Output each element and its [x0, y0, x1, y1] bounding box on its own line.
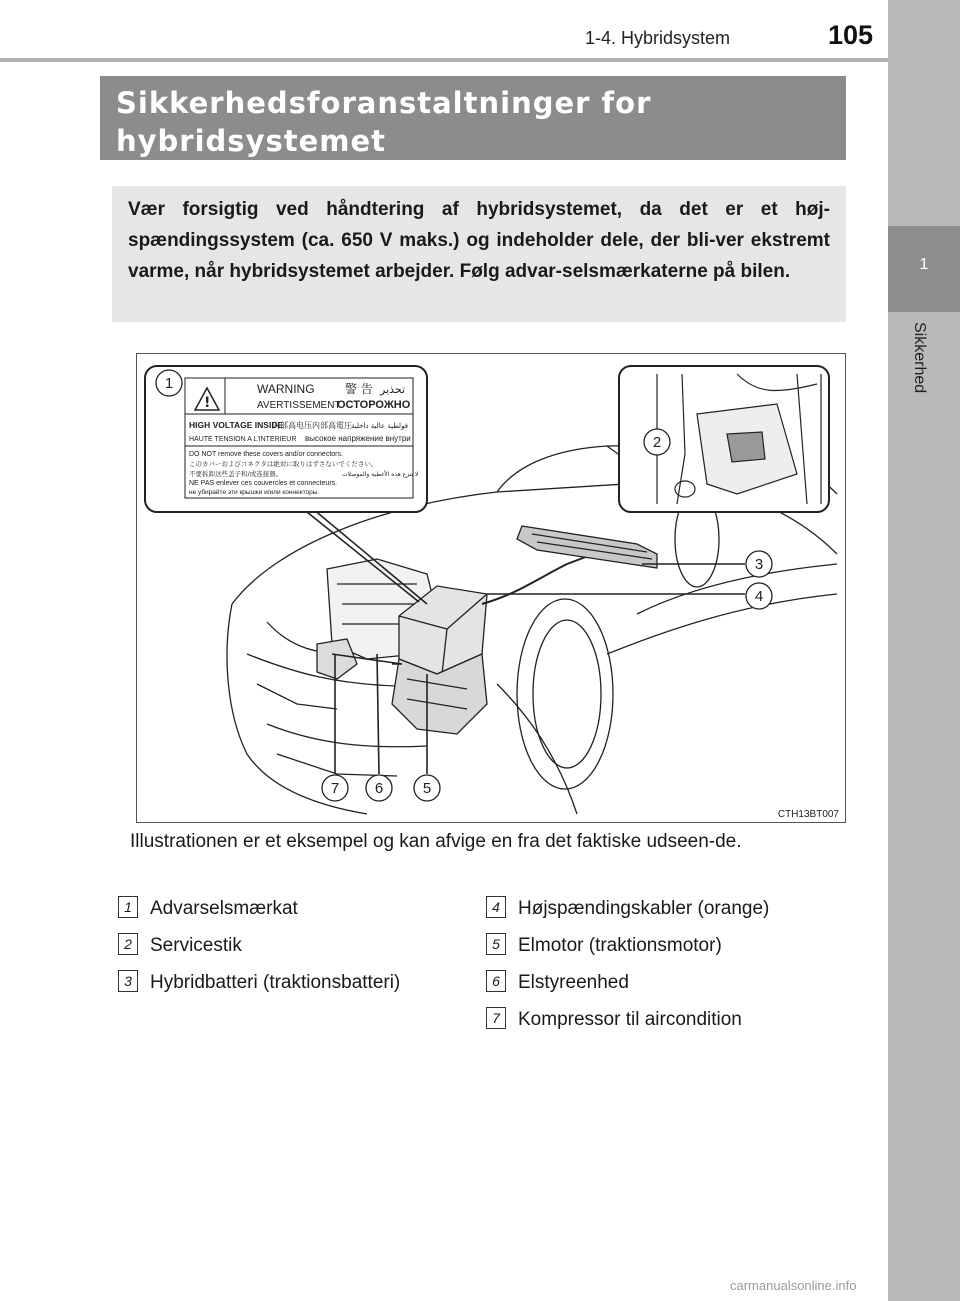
label-line-3-ar: لا تنزع هذه الأغطية والموصلات: [342, 471, 419, 478]
label-warning-cn: 警 告: [345, 382, 373, 396]
label-line-3: 不要拆卸这些盖子和/或连接器。: [189, 470, 283, 478]
intro-text: Vær forsigtig ved håndtering af hybridsystemet, da det er et høj-spændingssystem (ca. 650 V maks.) og indeholder dele, der bli-ver ekstremt varme, når hybridsystemet arbejder. Følg advar-selsmærkaterne på bilen.: [128, 199, 830, 282]
figure-code: CTH13BT007: [777, 809, 839, 820]
watermark[interactable]: carmanualsonline.info: [730, 1278, 857, 1293]
chapter-sidebar: [888, 0, 960, 1301]
svg-text:!: !: [204, 395, 211, 411]
label-warning-ar: تحذير: [380, 383, 406, 396]
callout-4: 4: [754, 588, 764, 605]
figure-caption: Illustrationen er et eksempel og kan afvige en fra det faktiske udseen-de.: [130, 831, 742, 852]
intro-box: [112, 186, 846, 322]
callout-1: 1: [164, 375, 174, 392]
section-title: 1-4. Hybridsystem: [585, 28, 731, 48]
label-hv-cn1: 内部高电压: [272, 421, 312, 430]
legend-text: Hybridbatteri (traktionsbatteri): [150, 972, 401, 993]
label-hv-ru: высокое напряжение внутри: [305, 434, 411, 443]
legend-number: 4: [486, 896, 506, 918]
legend-text: Kompressor til aircondition: [518, 1009, 742, 1030]
label-line-1: DO NOT remove these covers and/or connectors.: [189, 451, 343, 458]
legend-item-1: [118, 897, 298, 921]
label-warning-en: WARNING: [257, 382, 315, 396]
legend-text: Elmotor (traktionsmotor): [518, 935, 722, 956]
label-warning-ru: ОСТОРОЖНО: [337, 399, 411, 411]
label-hv-cn2: 内部高電圧: [312, 421, 352, 430]
legend-number: 7: [486, 1007, 506, 1029]
legend-text: Elstyreenhed: [518, 972, 629, 993]
label-line-5: не убирайте эти крышки и/или коннекторы.: [189, 489, 320, 496]
label-hv-fr: HAUTE TENSION A L'INTERIEUR: [189, 436, 297, 443]
callout-5: 5: [422, 780, 432, 797]
label-line-4: NE PAS enlever ces couvercles et connecteurs.: [189, 480, 338, 487]
legend-text: Højspændingskabler (orange): [518, 898, 770, 919]
legend-number: 1: [118, 896, 138, 918]
header-divider: [0, 58, 888, 62]
legend-number: 3: [118, 970, 138, 992]
legend-text: Servicestik: [150, 935, 242, 956]
page-number: 105: [828, 20, 874, 50]
car-drawing: [137, 354, 845, 822]
title-band: [100, 76, 846, 160]
label-hv-en: HIGH VOLTAGE INSIDE: [189, 420, 284, 430]
callout-6: 6: [374, 780, 384, 797]
legend-item-7: [486, 1008, 742, 1032]
chapter-name-container: [898, 322, 938, 422]
legend-item-5: [486, 934, 722, 958]
chapter-name: Sikkerhed: [911, 322, 928, 394]
legend-item-4: [486, 897, 769, 921]
legend-item-2: [118, 934, 242, 958]
chapter-number: 1: [919, 256, 929, 273]
callout-3: 3: [754, 556, 764, 573]
hybrid-system-illustration: [136, 353, 846, 823]
label-warning-fr: AVERTISSEMENT: [257, 400, 341, 411]
legend-text: Advarselsmærkat: [150, 898, 298, 919]
legend-item-3: [118, 971, 400, 995]
legend-item-6: [486, 971, 629, 995]
legend-number: 6: [486, 970, 506, 992]
page-title: Sikkerhedsforanstaltninger for hybridsystemet: [116, 86, 652, 158]
label-line-2: このカバーおよびコネクタは絶対に取りはずさないでください。: [189, 460, 378, 468]
callout-2: 2: [652, 434, 662, 451]
label-hv-ar: فولطية عالية داخلية: [351, 422, 409, 430]
callout-7: 7: [330, 780, 340, 797]
legend-number: 2: [118, 933, 138, 955]
legend-number: 5: [486, 933, 506, 955]
